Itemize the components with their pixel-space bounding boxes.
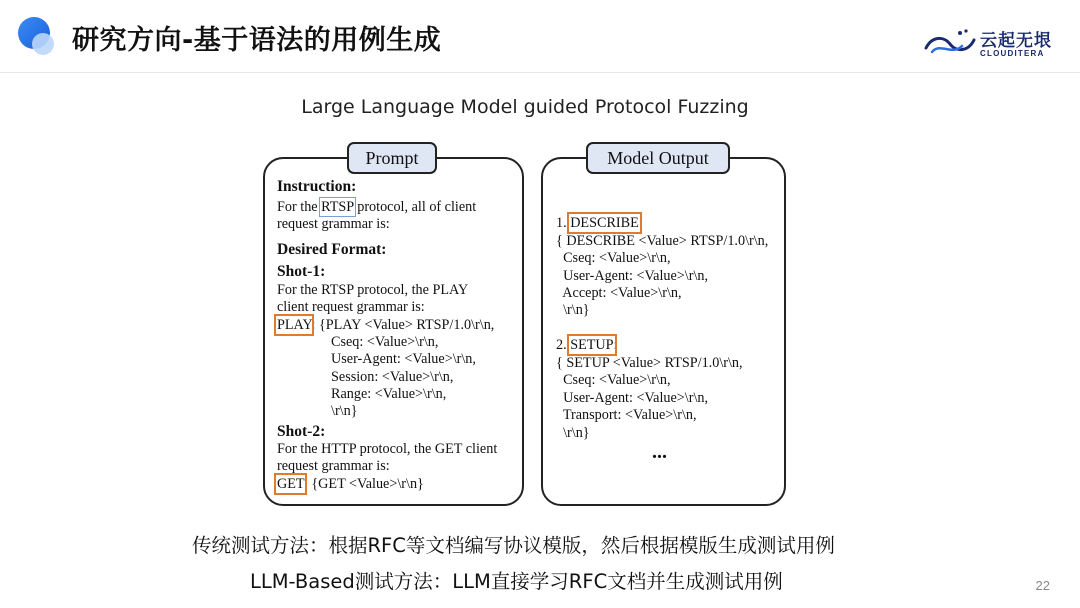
shot2-line-2: request grammar is: — [277, 458, 390, 474]
rtsp-highlight: RTSP — [321, 199, 354, 215]
header-divider — [0, 72, 1080, 73]
output-item-1-line: \r\n} — [556, 302, 590, 318]
cloud-logo-icon — [922, 28, 978, 58]
prompt-tab-label: Prompt — [347, 142, 437, 174]
figure-title: Large Language Model guided Protocol Fuzzing — [301, 96, 749, 118]
output-item-1-line: User-Agent: <Value>\r\n, — [556, 268, 709, 284]
instruction-heading: Instruction: — [277, 178, 357, 195]
shot2-heading: Shot-2: — [277, 423, 326, 440]
desired-format-heading: Desired Format: — [277, 241, 387, 258]
output-item-1-header: 1. DESCRIBE: — [556, 215, 643, 231]
logo-text-cn: 云起无垠 — [980, 31, 1052, 51]
get-highlight: GET — [277, 476, 304, 492]
shot1-grammar-field: User-Agent: <Value>\r\n, — [331, 351, 476, 367]
describe-highlight: DESCRIBE — [570, 215, 639, 231]
output-item-2-line: User-Agent: <Value>\r\n, — [556, 390, 709, 406]
setup-highlight: SETUP — [570, 337, 614, 353]
shot1-line-2: client request grammar is: — [277, 299, 425, 315]
play-highlight: PLAY — [277, 317, 312, 333]
output-item-2-header: 2. SETUP: — [556, 337, 618, 353]
page-number: 22 — [1035, 578, 1050, 593]
output-item-2-line: Cseq: <Value>\r\n, — [556, 372, 671, 388]
output-item-1-line: { DESCRIBE <Value> RTSP/1.0\r\n, — [556, 233, 769, 249]
slide-title: 研究方向-基于语法的用例生成 — [72, 25, 442, 56]
output-ellipsis: ... — [652, 441, 667, 463]
shot2-grammar-line: GET: {GET <Value>\r\n} — [277, 476, 424, 492]
shot1-grammar-field: \r\n} — [331, 403, 358, 419]
shot2-line-1: For the HTTP protocol, the GET client — [277, 441, 498, 457]
model-output-tab-label: Model Output — [586, 142, 730, 174]
shot1-grammar-field: Cseq: <Value>\r\n, — [331, 334, 439, 350]
shot1-heading: Shot-1: — [277, 263, 326, 280]
llm-method-note: LLM-Based测试方法：LLM直接学习RFC文档并生成测试用例 — [250, 570, 783, 593]
shot1-grammar-field: Range: <Value>\r\n, — [331, 386, 447, 402]
instruction-line-2: request grammar is: — [277, 216, 390, 232]
logo-text-en: CLOUDITERA — [980, 49, 1045, 58]
slide-header — [0, 0, 1080, 72]
output-item-1-line: Cseq: <Value>\r\n, — [556, 250, 671, 266]
title-bullet-icon — [18, 17, 52, 51]
shot1-grammar-field: Session: <Value>\r\n, — [331, 369, 454, 385]
output-item-2-line: \r\n} — [556, 425, 590, 441]
output-item-2-line: Transport: <Value>\r\n, — [556, 407, 697, 423]
shot1-line-1: For the RTSP protocol, the PLAY — [277, 282, 469, 298]
output-item-2-line: { SETUP <Value> RTSP/1.0\r\n, — [556, 355, 743, 371]
shot1-grammar-line: PLAY: {PLAY <Value> RTSP/1.0\r\n, — [277, 317, 495, 333]
traditional-method-note: 传统测试方法：根据RFC等文档编写协议模版，然后根据模版生成测试用例 — [192, 534, 835, 557]
company-logo — [922, 22, 1062, 62]
instruction-line-1: For the RTSP protocol, all of client — [277, 199, 477, 215]
output-item-1-line: Accept: <Value>\r\n, — [556, 285, 682, 301]
